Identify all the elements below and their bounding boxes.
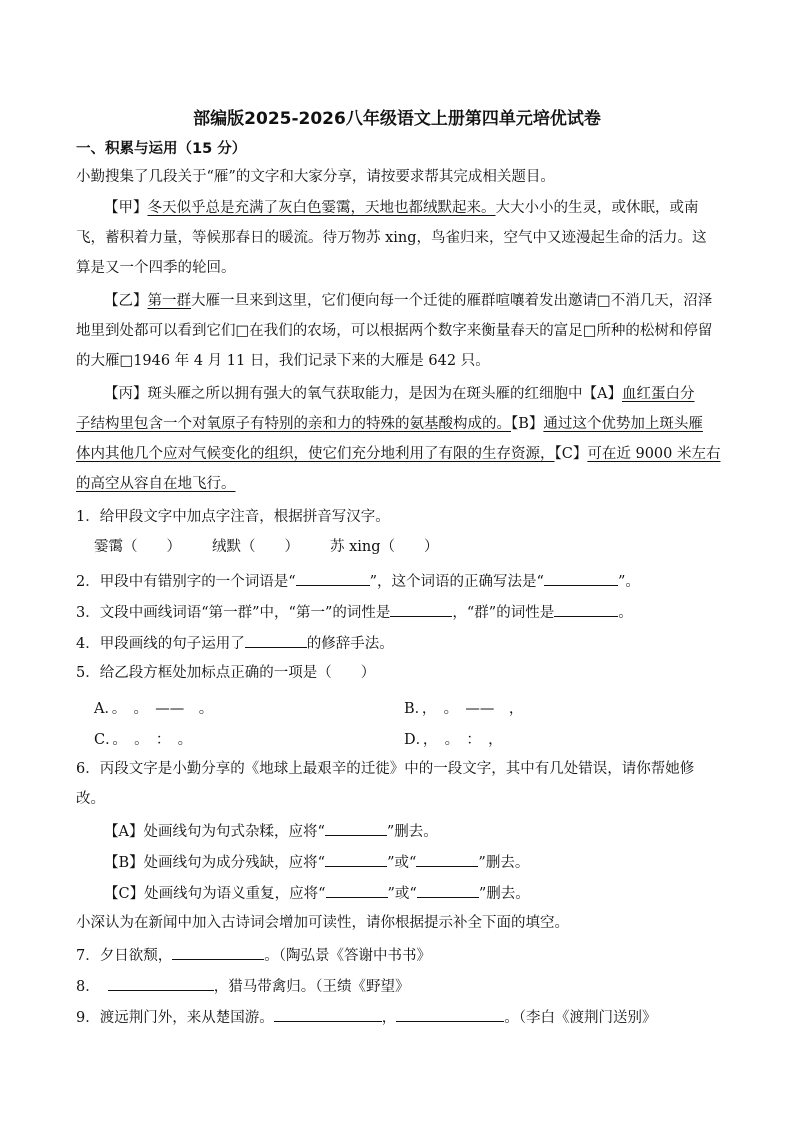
question-text: ”。 (617, 574, 640, 590)
question-text: 7．夕日欲颓， (76, 948, 173, 964)
q6-a (104, 820, 438, 842)
answer-blank[interactable] (417, 882, 479, 898)
passage-bing-line4 (76, 474, 236, 494)
passage-tag: 【甲】 (104, 200, 148, 216)
option-c[interactable]: C．。 。 ： 。 (94, 732, 193, 748)
marker-a: 【A】 (582, 386, 622, 402)
question-text: 3．文段中画线词语“第一群”中，“第一”的词性是 (76, 605, 391, 621)
question-text: 【B】处画线句为成分残缺，应将“ (104, 855, 326, 871)
underlined-a: 血红蛋白分 (621, 386, 695, 402)
question-text: 。（李白《渡荆门送别》 (504, 1010, 657, 1026)
q6-b (104, 851, 529, 873)
question-text: ，猎马带禽归。（王绩《野望》 (213, 979, 410, 995)
passage-yi-line3: 的大雁□1946 年 4 月 11 日，我们记录下来的大雁是 642 只。 (76, 353, 490, 369)
question-text: 8． (76, 979, 100, 995)
answer-blank[interactable] (108, 975, 214, 991)
question-text: ”删去。 (386, 824, 438, 840)
passage-jia-line2: 飞，蓄积着力量，等候那春日的暖流。待万物苏 xing，鸟雀归来，空气中又迹漫起生命的活力。这 (76, 230, 707, 246)
option-d[interactable]: D．， 。 ： ， (404, 732, 503, 748)
answer-blank[interactable] (274, 1006, 382, 1022)
passage-text: 大雁一旦来到这里，它们便向每一个迁徙的雁群喧嚷着发出邀请□不消几天，沼泽 (191, 293, 713, 309)
question-9 (76, 1006, 656, 1028)
passage-bing-line2 (76, 414, 703, 434)
answer-blank[interactable] (296, 570, 370, 586)
question-text: ”删去。 (478, 855, 530, 871)
passage-text: 斑头雁之所以拥有强大的氧气获取能力，是因为在斑头雁的红细胞中 (147, 386, 583, 402)
question-text: ，“群”的词性是 (452, 605, 555, 621)
answer-blank[interactable] (325, 851, 387, 867)
question-text: ”，这个词语的正确写法是“ (369, 574, 544, 590)
section-heading: 一、积累与运用（15 分） (76, 141, 247, 157)
passage-bing-line1 (104, 384, 694, 404)
intro-poetry: 小深认为在新闻中加入古诗词会增加可读性，请你根据提示补全下面的填空。 (76, 915, 569, 931)
marker-c: 【C】 (554, 446, 588, 462)
question-1: 1．给甲段文字中加点字注音，根据拼音写汉字。 (76, 509, 390, 525)
passage-bing-line3 (76, 444, 720, 464)
question-text: ， (381, 1010, 397, 1026)
question-2 (76, 570, 640, 592)
question-6-line2: 改。 (76, 791, 105, 807)
answer-blank[interactable] (554, 601, 618, 617)
question-text: 的修辞手法。 (306, 636, 394, 652)
question-text: 。 (618, 605, 633, 621)
question-text: 4．甲段画线的句子运用了 (76, 636, 245, 652)
question-7 (76, 944, 431, 966)
question-text: 2．甲段中有错别字的一个词语是“ (76, 574, 296, 590)
underlined-sentence: 冬天似乎总是充满了灰白色霎霭，天地也都绒默起来。 (147, 200, 496, 216)
question-text: 【A】处画线句为句式杂糅，应将“ (104, 824, 325, 840)
option-a[interactable]: A．。 。 —— 。 (94, 701, 214, 717)
passage-tag: 【乙】 (104, 293, 148, 309)
passage-yi-line2: 地里到处都可以看到它们□在我们的农场，可以根据两个数字来衡量春天的富足□所种的松树和停留 (76, 323, 713, 339)
passage-yi-line1 (104, 291, 712, 311)
option-b[interactable]: B．， 。 —— ， (404, 701, 524, 717)
passage-text: 大大小小的生灵，或休眠，或南 (495, 200, 699, 216)
answer-blank[interactable] (172, 944, 264, 960)
q1-item-1: 霎霭（ ） (94, 539, 181, 555)
underlined-a: 子结构里包含一个对氧原子有特别的亲和力的特殊的氨基酸构成的。 (76, 416, 511, 432)
question-text: 9．渡远荆门外，来从楚国游。 (76, 1010, 274, 1026)
question-3 (76, 601, 633, 623)
answer-blank[interactable] (326, 882, 388, 898)
question-4 (76, 632, 394, 654)
underlined-b: 体内其他几个应对气候变化的组织，使它们充分地利用了有限的生存资源， (76, 446, 555, 462)
underlined-c: 的高空从容自在地飞行。 (76, 476, 236, 492)
q6-c (104, 882, 530, 904)
question-5: 5．给乙段方框处加标点正确的一项是（ ） (76, 665, 376, 681)
marker-b: 【B】 (511, 416, 544, 432)
answer-blank[interactable] (390, 601, 452, 617)
answer-blank[interactable] (245, 632, 307, 648)
passage-tag: 【丙】 (104, 386, 148, 402)
question-text: 。（陶弘景《答谢中书书》 (264, 948, 431, 964)
underlined-c: 可在近 9000 米左右 (587, 446, 721, 462)
answer-blank[interactable] (416, 851, 478, 867)
question-6-line1: 6．丙段文字是小勤分享的《地球上最艰辛的迁徙》中的一段文字，其中有几处错误，请你帮她修 (76, 761, 695, 777)
question-text: ”删去。 (478, 886, 530, 902)
page-title: 部编版2025-2026八年级语文上册第四单元培优试卷 (193, 109, 601, 129)
q1-item-3: 苏 xing（ ） (330, 539, 439, 555)
answer-blank[interactable] (396, 1006, 504, 1022)
question-text: ”或“ (387, 855, 417, 871)
answer-blank[interactable] (544, 570, 618, 586)
answer-blank[interactable] (325, 820, 387, 836)
passage-jia-line3: 算是又一个四季的轮回。 (76, 260, 236, 276)
question-text: 【C】处画线句为语义重复，应将“ (104, 886, 326, 902)
intro-text: 小勤搜集了几段关于“雁”的文字和大家分享，请按要求帮其完成相关题目。 (76, 169, 555, 185)
question-8 (76, 975, 409, 997)
q1-item-2: 绒默（ ） (212, 539, 299, 555)
underlined-word: 第一群 (147, 293, 191, 309)
underlined-b: 通过这个优势加上斑头雁 (543, 416, 703, 432)
passage-jia-line1 (104, 198, 699, 218)
question-text: ”或“ (387, 886, 417, 902)
